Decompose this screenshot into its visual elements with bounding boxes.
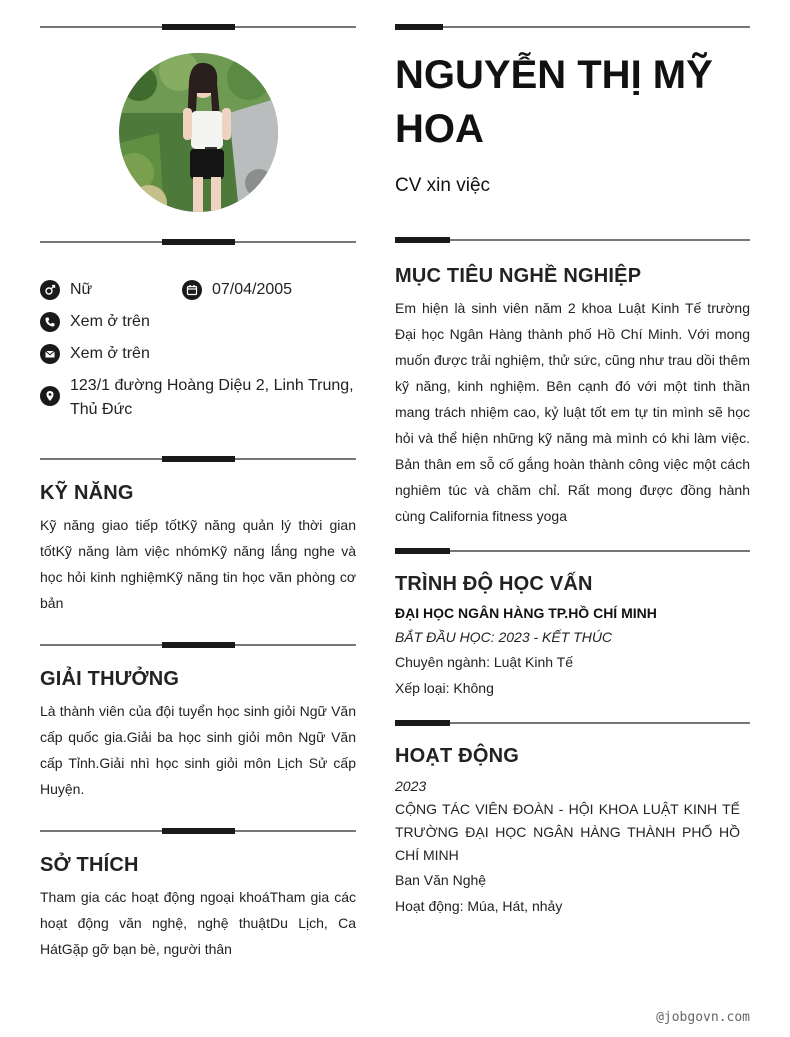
objective-text: Em hiện là sinh viên năm 2 khoa Luật Kinh Tế trường Đại học Ngân Hàng thành phố Hồ Chí Minh. Với mong muốn được trải nghiệm, thử sức, cũng như trau dồi thêm kỹ năng, kinh nghiệm. Bên cạnh đó với một tinh thần mang trách nhiệm cao, kỷ luật tốt em tự tin mình sẽ học hỏi và thể hiện những kỹ năng mà mình có khi làm việc. Bản thân em sỗ cố gắng hoàn thành công việc một cách nghiêm túc và chăm chỉ. Rất mong được đồng hành cùng California fitness yoga <box>395 300 750 524</box>
birthday-row <box>182 278 292 302</box>
education-rank: Xếp loại: Không <box>395 680 494 696</box>
section-divider <box>40 452 356 466</box>
education-major: Chuyên ngành: Luật Kinh Tế <box>395 654 573 670</box>
section-divider <box>40 20 356 34</box>
section-divider <box>395 544 750 558</box>
objective-title: MỤC TIÊU NGHỀ NGHIỆP <box>395 265 642 287</box>
phone-row <box>40 310 150 334</box>
section-divider <box>395 233 750 247</box>
birthday-value: 07/04/2005 <box>212 281 293 298</box>
hobbies-text: Tham gia các hoạt động ngoại khoáTham gia các hoạt động văn nghệ, nghệ thuậtDu Lịch, Ca HátGặp gỡ bạn bè, người thân <box>40 889 356 957</box>
cv-subtitle: CV xin việc <box>395 175 491 196</box>
section-divider <box>40 824 356 838</box>
candidate-name: NGUYỄN THỊ MỸ HOA <box>395 53 713 151</box>
footer-brand: @jobgovn.com <box>656 1010 750 1025</box>
gender-row <box>40 278 92 302</box>
skills-text: Kỹ năng giao tiếp tốtKỹ năng quản lý thời gian tốtKỹ năng làm việc nhómKỹ năng lắng nghe và học hỏi kinh nghiệmKỹ năng tin học văn phòng cơ bản <box>40 517 356 611</box>
activities-title: HOẠT ĐỘNG <box>395 745 520 767</box>
section-divider <box>395 20 750 34</box>
gender-icon <box>40 280 60 300</box>
address-row <box>40 374 356 422</box>
awards-text: Là thành viên của đội tuyển học sinh giỏi Ngữ Văn cấp quốc gia.Giải ba học sinh giỏi môn Ngữ Văn cấp Tỉnh.Giải nhì học sinh giỏi môn Lịch Sử cấp Huyện. <box>40 703 356 797</box>
education-title: TRÌNH ĐỘ HỌC VẤN <box>395 573 593 595</box>
activity-year: 2023 <box>395 778 427 794</box>
section-divider <box>40 235 356 249</box>
envelope-icon <box>40 344 60 364</box>
education-period: BẮT ĐẦU HỌC: 2023 - KẾT THÚC <box>395 629 613 645</box>
skills-title: KỸ NĂNG <box>40 482 134 504</box>
email-row <box>40 342 150 366</box>
activity-org: CỘNG TÁC VIÊN ĐOÀN - HỘI KHOA LUẬT KINH TẾ TRƯỜNG ĐẠI HỌC NGÂN HÀNG THÀNH PHỐ HỒ CHÍ MINH <box>395 801 740 863</box>
hobbies-title: SỞ THÍCH <box>40 854 139 876</box>
location-pin-icon <box>40 386 60 406</box>
awards-title: GIẢI THƯỞNG <box>40 668 180 690</box>
phone-value: Xem ở trên <box>70 313 150 330</box>
avatar <box>119 53 278 212</box>
calendar-icon <box>182 280 202 300</box>
education-school: ĐẠI HỌC NGÂN HÀNG TP.HỒ CHÍ MINH <box>395 605 657 621</box>
activity-unit: Ban Văn Nghệ <box>395 872 487 888</box>
gender-value: Nữ <box>70 281 93 298</box>
email-value: Xem ở trên <box>70 345 150 362</box>
activity-detail: Hoạt động: Múa, Hát, nhảy <box>395 898 563 914</box>
address-value: 123/1 đường Hoàng Diệu 2, Linh Trung, Thủ Đức <box>70 377 354 418</box>
section-divider <box>395 716 750 730</box>
phone-icon <box>40 312 60 332</box>
section-divider <box>40 638 356 652</box>
